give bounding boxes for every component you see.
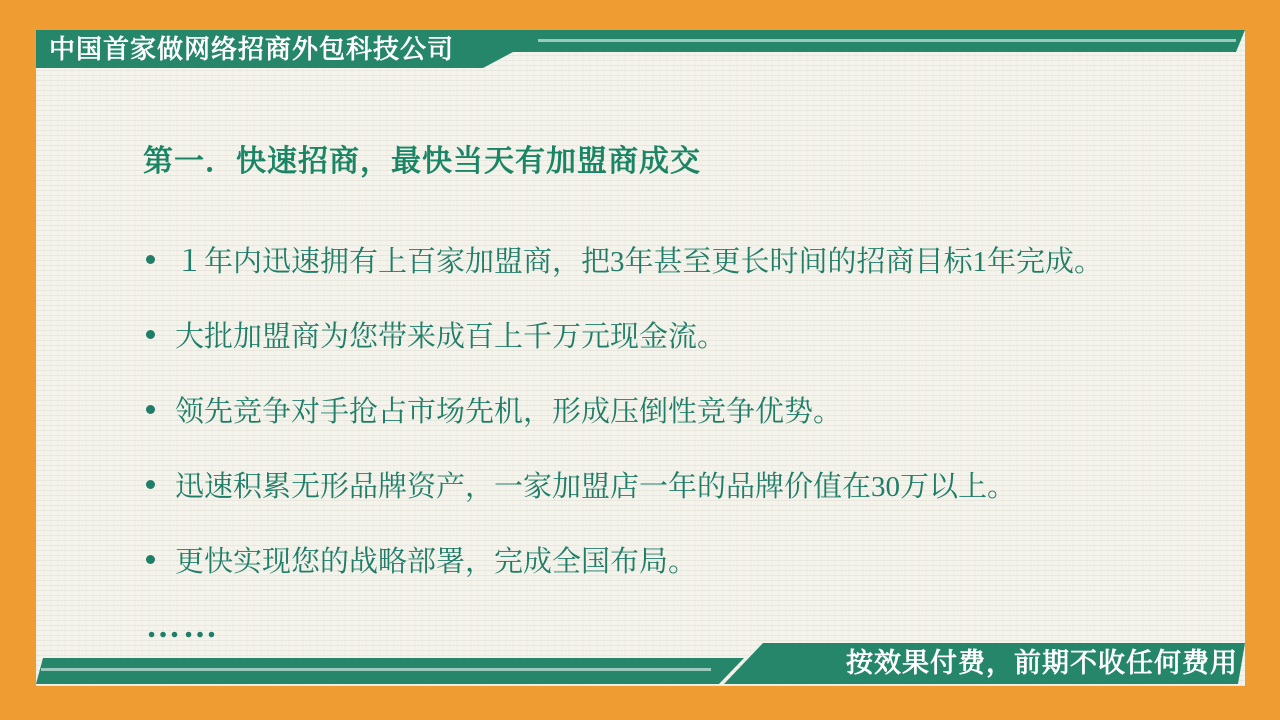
footer-slogan: 按效果付费，前期不收任何费用	[846, 648, 1238, 678]
bullet-dot-icon	[146, 405, 155, 414]
header-ribbon-highlight-line	[538, 39, 1236, 42]
bullet-dot-icon	[146, 255, 155, 264]
bullet-dot-icon	[146, 480, 155, 489]
slide-title: 第一．快速招商，最快当天有加盟商成交	[143, 145, 701, 178]
bullet-dot-icon	[146, 330, 155, 339]
company-tagline: 中国首家做网络招商外包科技公司	[49, 34, 455, 64]
bullet-text: 领先竞争对手抢占市场先机，形成压倒性竞争优势。	[175, 396, 843, 428]
bullet-text: １年内迅速拥有上百家加盟商，把3年甚至更长时间的招商目标1年完成。	[175, 246, 1104, 278]
bullet-list	[146, 222, 1206, 597]
bullet-item	[146, 447, 1206, 522]
footer-ribbon-left	[36, 658, 752, 684]
bullet-item	[146, 222, 1206, 297]
bullet-text: 更快实现您的战略部署，完成全国布局。	[175, 546, 698, 578]
bullet-text: 大批加盟商为您带来成百上千万元现金流。	[175, 321, 727, 353]
bullet-item	[146, 372, 1206, 447]
bullet-dot-icon	[146, 555, 155, 564]
bullet-item	[146, 522, 1206, 597]
footer-ribbon-highlight-line	[41, 668, 711, 671]
bullet-text: 迅速积累无形品牌资产，一家加盟店一年的品牌价值在30万以上。	[175, 471, 1017, 503]
ellipsis-text: ……	[146, 608, 220, 645]
bullet-item	[146, 297, 1206, 372]
